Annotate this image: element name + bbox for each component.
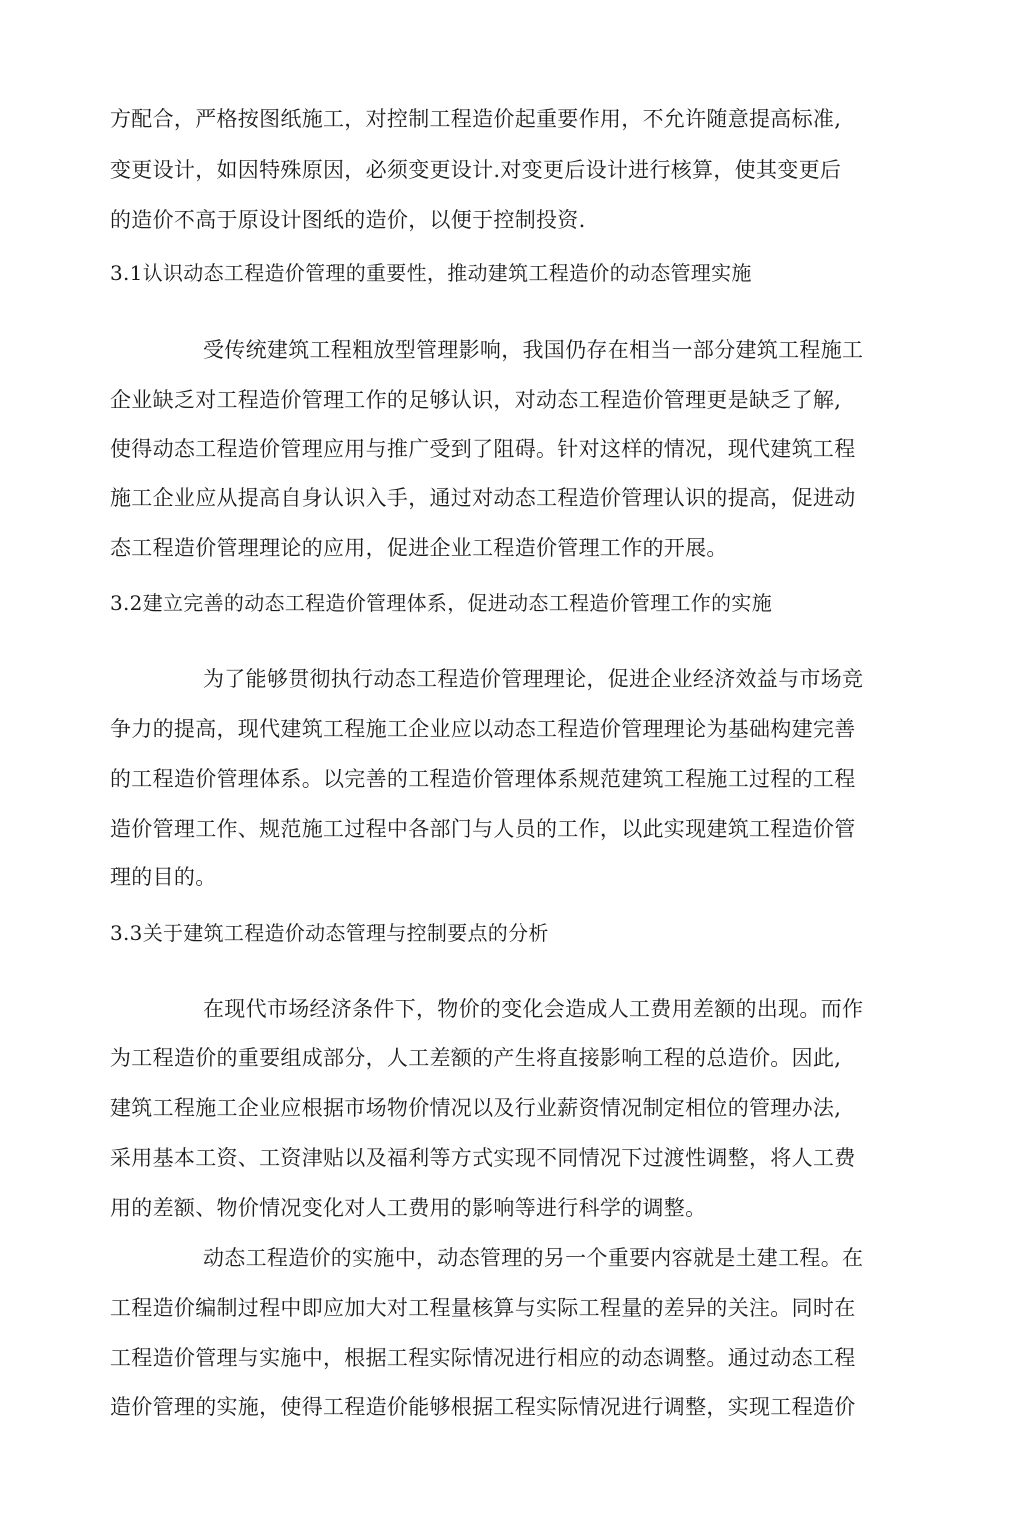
paragraph-line: 争力的提高，现代建筑工程施工企业应以动态工程造价管理理论为基础构建完善 [110, 717, 856, 741]
paragraph-line: 工程造价编制过程中即应加大对工程量核算与实际工程量的差异的关注。同时在 [110, 1296, 856, 1320]
paragraph-line: 采用基本工资、工资津贴以及福利等方式实现不同情况下过渡性调整，将人工费 [110, 1146, 856, 1170]
paragraph-line: 企业缺乏对工程造价管理工作的足够认识，对动态工程造价管理更是缺乏了解, [110, 388, 842, 412]
paragraph-line: 施工企业应从提高自身认识入手，通过对动态工程造价管理认识的提高，促进动 [110, 486, 856, 510]
paragraph-line: 造价管理工作、规范施工过程中各部门与人员的工作，以此实现建筑工程造价管 [110, 817, 856, 841]
paragraph-line: 建筑工程施工企业应根据市场物价情况以及行业薪资情况制定相位的管理办法, [110, 1096, 842, 1120]
paragraph-line: 造价管理的实施，使得工程造价能够根据工程实际情况进行调整，实现工程造价 [110, 1395, 856, 1419]
paragraph-line: 态工程造价管理理论的应用，促进企业工程造价管理工作的开展。 [110, 536, 728, 560]
paragraph-line: 变更设计，如因特殊原因，必须变更设计.对变更后设计进行核算，使其变更后 [110, 158, 842, 182]
paragraph-line: 的造价不高于原设计图纸的造价，以便于控制投资. [110, 208, 586, 232]
paragraph-line: 动态工程造价的实施中，动态管理的另一个重要内容就是土建工程。在 [203, 1246, 864, 1270]
paragraph-line: 为了能够贯彻执行动态工程造价管理理论，促进企业经济效益与市场竞 [203, 667, 864, 691]
paragraph-line: 用的差额、物价情况变化对人工费用的影响等进行科学的调整。 [110, 1196, 707, 1220]
paragraph-line: 受传统建筑工程粗放型管理影响，我国仍存在相当一部分建筑工程施工 [203, 338, 864, 362]
section-heading-3-1: 3.1认识动态工程造价管理的重要性，推动建筑工程造价的动态管理实施 [110, 261, 752, 285]
paragraph-line: 为工程造价的重要组成部分，人工差额的产生将直接影响工程的总造价。因此, [110, 1046, 842, 1070]
paragraph-line: 在现代市场经济条件下，物价的变化会造成人工费用差额的出现。而作 [203, 997, 864, 1021]
paragraph-line: 工程造价管理与实施中，根据工程实际情况进行相应的动态调整。通过动态工程 [110, 1346, 856, 1370]
section-heading-3-3: 3.3关于建筑工程造价动态管理与控制要点的分析 [110, 921, 549, 945]
paragraph-line: 方配合，严格按图纸施工，对控制工程造价起重要作用，不允许随意提高标准, [110, 107, 842, 131]
paragraph-line: 使得动态工程造价管理应用与推广受到了阻碍。针对这样的情况，现代建筑工程 [110, 437, 856, 461]
paragraph-line: 的工程造价管理体系。以完善的工程造价管理体系规范建筑工程施工过程的工程 [110, 767, 856, 791]
section-heading-3-2: 3.2建立完善的动态工程造价管理体系，促进动态工程造价管理工作的实施 [110, 591, 773, 615]
paragraph-line: 理的目的。 [110, 865, 217, 889]
